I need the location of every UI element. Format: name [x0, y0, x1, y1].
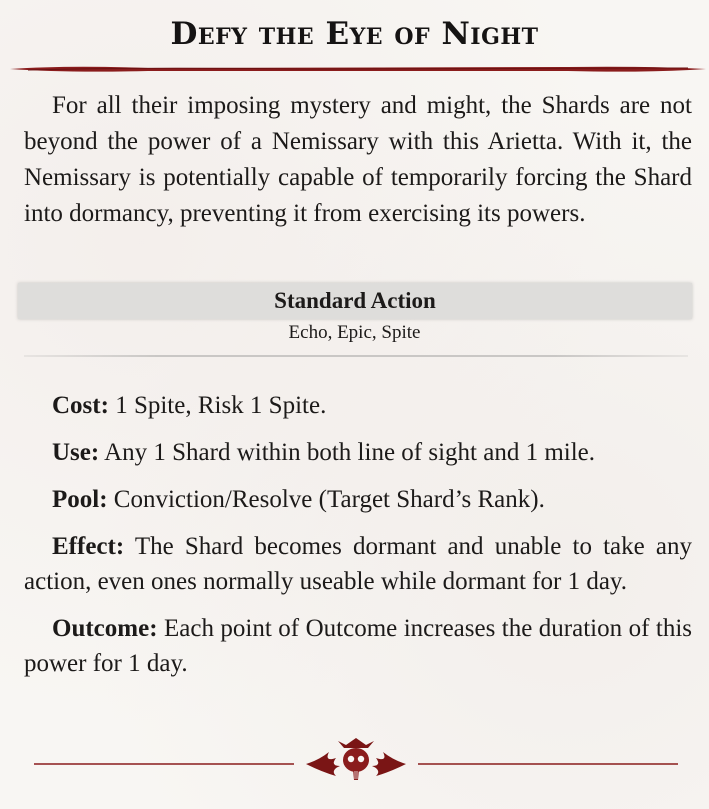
stat-pool-value: Conviction/Resolve (Target Shard’s Rank).: [107, 486, 545, 513]
action-keywords: Echo, Epic, Spite: [288, 322, 421, 343]
stat-pool: [24, 482, 692, 517]
action-type-band: [18, 283, 692, 319]
stat-cost: [24, 388, 692, 423]
stat-cost-value: 1 Spite, Risk 1 Spite.: [108, 392, 327, 419]
title-divider: [8, 62, 708, 76]
power-description: For all their imposing mystery and might, the Shards are not beyond the power of a Nemissary with this Arietta. With it, the Nemissary is potentially capable of temporarily forcing the Shard into dormancy, preventing it from exercising its powers.: [24, 92, 692, 227]
stat-use-label: Use:: [52, 439, 100, 466]
stat-outcome: [24, 611, 692, 681]
power-title: Defy the Eye of Night: [170, 16, 539, 52]
power-stats: [24, 388, 692, 693]
skull-wings-icon: [24, 738, 688, 788]
stat-cost-label: Cost:: [52, 392, 109, 419]
stat-effect: [24, 529, 692, 599]
stat-effect-label: Effect:: [52, 533, 125, 560]
stat-effect-value: The Shard becomes dormant and unable to take any action, even ones normally useable while dormant for 1 day.: [24, 533, 692, 595]
stat-outcome-label: Outcome:: [52, 615, 158, 642]
stat-outcome-value: Each point of Outcome increases the duration of this power for 1 day.: [24, 615, 692, 677]
stat-use-value: Any 1 Shard within both line of sight and 1 mile.: [99, 439, 596, 466]
stat-pool-label: Pool:: [52, 486, 108, 513]
action-type: Standard Action: [274, 288, 436, 313]
stat-use: [24, 435, 692, 470]
section-divider: [24, 355, 688, 357]
